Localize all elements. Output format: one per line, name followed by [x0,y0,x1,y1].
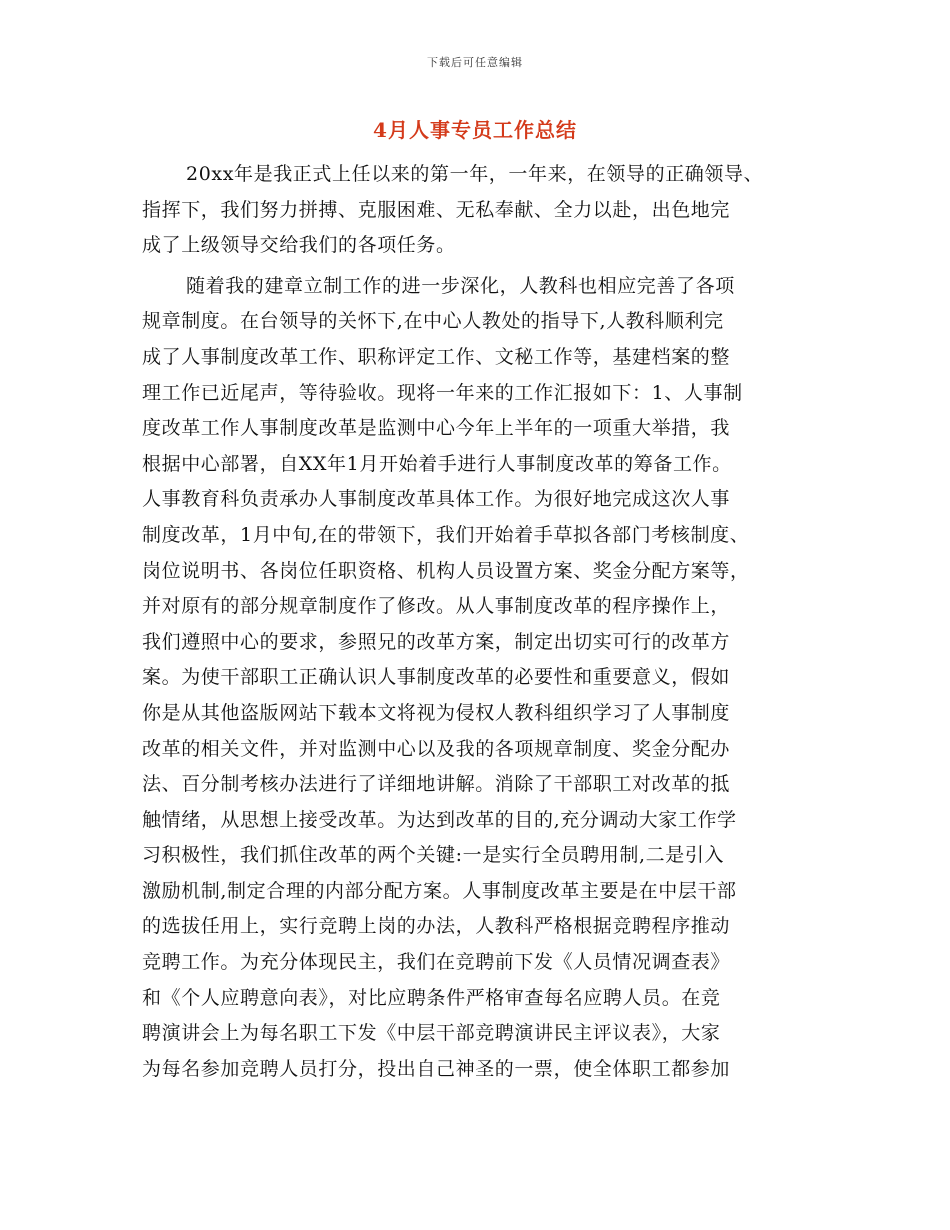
paragraph-line: 根据中心部署，自XX年1月开始着手进行人事制度改革的筹备工作。 [142,452,732,475]
paragraph-line: 案。为使干部职工正确认识人事制度改革的必要性和重要意义，假如 [142,666,731,689]
paragraph-line: 触情绪，从思想上接受改革。为达到改革的目的,充分调动大家工作学 [142,808,737,831]
document-title: 4月人事专员工作总结 [373,118,577,142]
paragraph-line: 和《个人应聘意向表》，对比应聘条件严格审查每名应聘人员。在竞 [142,986,721,1009]
paragraph-line: 激励机制,制定合理的内部分配方案。人事制度改革主要是在中层干部 [142,879,737,902]
paragraph-line: 的选拔任用上，实行竞聘上岗的办法，人教科严格根据竞聘程序推动 [142,915,731,938]
paragraph-line: 理工作已近尾声，等待验收。现将一年来的工作汇报如下：1、人事制 [142,381,743,404]
paragraph-line: 度改革工作人事制度改革是监测中心今年上半年的一项重大举措，我 [142,417,731,440]
document-body [142,157,822,1087]
paragraph-line: 岗位说明书、各岗位任职资格、机构人员设置方案、奖金分配方案等， [142,559,750,582]
paragraph-line: 竞聘工作。为充分体现民主，我们在竞聘前下发《人员情况调查表》 [142,951,731,974]
paragraph-line: 习积极性，我们抓住改革的两个关键:一是实行全员聘用制,二是引入 [142,844,725,867]
paragraph-line: 法、百分制考核办法进行了详细地讲解。消除了干部职工对改革的抵 [142,773,731,796]
paragraph-1 [142,157,822,264]
header-note: 下载后可任意编辑 [427,56,523,69]
paragraph-line: 为每名参加竞聘人员打分，投出自己神圣的一票，使全体职工都参加 [142,1057,731,1080]
paragraph-line: 随着我的建章立制工作的进一步深化，人教科也相应完善了各项 [186,274,735,297]
paragraph-line: 我们遵照中心的要求，参照兄的改革方案，制定出切实可行的改革方 [142,630,731,653]
paragraph-line: 成了人事制度改革工作、职称评定工作、文秘工作等，基建档案的整 [142,345,731,368]
paragraph-line: 规章制度。在台领导的关怀下,在中心人教处的指导下,人教科顺利完 [142,310,724,333]
paragraph-line: 人事教育科负责承办人事制度改革具体工作。为很好地完成这次人事 [142,488,731,511]
paragraph-line: 并对原有的部分规章制度作了修改。从人事制度改革的程序操作上， [142,595,731,618]
paragraph-2 [142,269,822,1088]
paragraph-line: 指挥下，我们努力拼搏、克服困难、无私奉献、全力以赴，出色地完 [142,198,731,221]
paragraph-line: 制度改革，1月中旬,在的带领下，我们开始着手草拟各部门考核制度、 [142,523,750,546]
paragraph-line: 你是从其他盗版网站下载本文将视为侵权人教科组织学习了人事制度 [142,701,731,724]
paragraph-line: 成了上级领导交给我们的各项任务。 [142,234,456,257]
paragraph-line: 改革的相关文件，并对监测中心以及我的各项规章制度、奖金分配办 [142,737,731,760]
paragraph-line: 20xx年是我正式上任以来的第一年，一年来，在领导的正确领导、 [186,163,764,185]
paragraph-line: 聘演讲会上为每名职工下发《中层干部竞聘演讲民主评议表》，大家 [142,1022,721,1045]
